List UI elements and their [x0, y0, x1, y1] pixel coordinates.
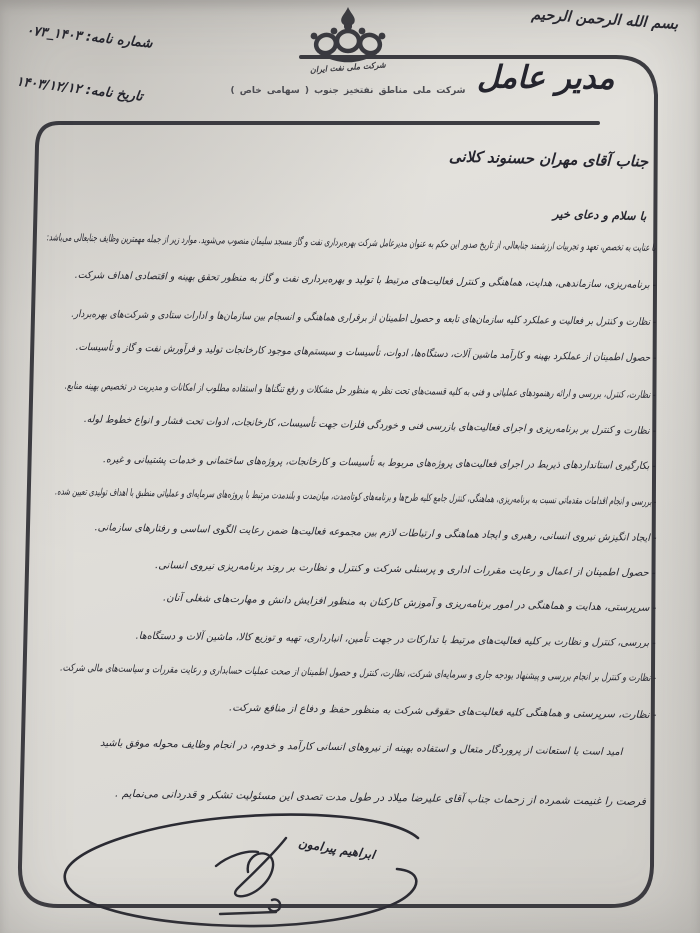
- intro-line: با عنایت به تخصص، تعهد و تجربیات ارزشمند جنابعالی، از تاریخ صدور این حکم به عنوان مدیرعامل شرکت بهره‌برداری نفت و گاز مسجد سلیمان منصوب می‌شوید. موارد زیر از جمله مهمترین وظایف جنابعالی می‌باشد:: [47, 232, 657, 254]
- letter-date-value: ۱۴۰۳/۱۲/۱۲: [15, 74, 83, 98]
- nioc-logo: [302, 6, 394, 78]
- duty-line: - حصول اطمینان از عملکرد بهینه و کارآمد ماشین آلات، دستگاه‌ها، ادوات، تأسیسات و سیستم‌های موجود کارخانجات تولید و فرآورش نفت و گاز و تأسیسات.: [75, 341, 657, 364]
- duty-line: - نظارت و کنترل بر فعالیت و عملکرد کلیه سازمان‌های تابعه و حصول اطمینان از برقراری هماهنگی و انسجام بین سازمان‌ها و ادارات ستادی و شرکت‌های بهره‌بردار.: [71, 308, 657, 328]
- acknowledgement-line: فرصت را غنیمت شمرده از زحمات جناب آقای علیرضا میلاد در طول مدت تصدی این مسئولیت تشکر و قدردانی می‌نمایم .: [115, 787, 647, 808]
- duty-line: - حصول اطمینان از اعمال و رعایت مقررات اداری و پرسنلی شرکت و کنترل و نظارت بر روند برنامه‌ریزی نیروی انسانی.: [155, 560, 657, 579]
- signature-ellipse: [65, 815, 418, 926]
- duty-line: - ایجاد انگیزش نیروی انسانی، رهبری و ایجاد هماهنگی و ارتباطات لازم بین مجموعه فعالیت‌ها ضمن رعایت الگوی اساسی و رفتارهای سازمانی.: [94, 522, 657, 544]
- letter-number-value: ۱۴۰۳_۰۷۳: [25, 23, 83, 45]
- duty-line: - بررسی، کنترل و نظارت بر کلیه فعالیت‌های مرتبط با تدارکات در جهت تأمین، انبارداری، تهیه و توزیع کالا، ماشین آلات و دستگاه‌ها.: [136, 630, 657, 649]
- duty-line: - نظارت و کنترل بر انجام بررسی و پیشنهاد بودجه جاری و سرمایه‌ای شرکت، نظارت، کنترل و حصول اطمینان از صحت عملیات حسابداری و رعایت مقررات و سیاست‌های مالی شرکت.: [60, 662, 657, 684]
- signature-area: [50, 808, 440, 933]
- duty-line: - سرپرستی، هدایت و هماهنگی در امور برنامه‌ریزی و آموزش کارکنان به منظور افزایش دانش و مهارت‌های شغلی آنان.: [162, 592, 657, 614]
- duty-line: - بررسی و انجام اقدامات مقدماتی نسبت به برنامه‌ریزی، هماهنگی، کنترل جامع کلیه طرح‌ها و برنامه‌های کوتاه‌مدت، میان‌مدت و بلندمدت مرتبط با پروژه‌های سرمایه‌ای و عملیاتی منطبق با اهداف تولیدی تعیین شده.: [54, 486, 657, 508]
- duty-line: - نظارت، کنترل، بررسی و ارائه رهنمودهای عملیاتی و فنی به کلیه قسمت‌های تحت نظر به منظور حل مشکلات و رفع تنگناها و استفاده مطلوب از امکانات و مدیریت در تخصیص بهینه منابع.: [65, 380, 657, 401]
- logo-crown-icon: [313, 31, 382, 60]
- closing-line: امید است با استعانت از پروردگار متعال و استفاده بهینه از نیروهای انسانی کارآمد و خدوم، در انجام وظایف محوله موفق باشید: [99, 737, 623, 758]
- duty-line: - نظارت، سرپرستی و هماهنگی کلیه فعالیت‌های حقوقی شرکت به منظور حفظ و دفاع از منافع شرکت.: [228, 702, 657, 721]
- addressee-line: جناب آقای مهران حسنوند کلانی: [448, 147, 649, 171]
- letter-number-label: شماره نامه:: [85, 29, 154, 52]
- bismillah: بسم الله الرحمن الرحیم: [530, 6, 679, 33]
- duty-line: - بکارگیری استانداردهای ذیربط در اجرای فعالیت‌های پروژه‌های مربوط به تأسیسات و کارخانجات، پروژه‌های ساختمانی و خدمات پشتیبانی و غیره.: [103, 454, 657, 472]
- logo-wordmark: شرکت ملی نفت ایران: [309, 60, 386, 75]
- salutation-line: با سلام و دعای خیر: [552, 206, 647, 224]
- position-title: مدیر عامل: [476, 59, 615, 97]
- company-name: شرکت ملی مناطق نفتخیز جنوب ( سهامی خاص ): [230, 86, 466, 96]
- signature-scribble: [216, 838, 286, 914]
- letter-date-label: تاریخ نامه:: [84, 82, 144, 105]
- duty-line: - برنامه‌ریزی، سازماندهی، هدایت، هماهنگی و کنترل فعالیت‌های مرتبط با تولید و بهره‌برداری نفت و گاز به منظور تحقق بهینه و اقتصادی اهداف شرکت.: [74, 269, 657, 291]
- signature-name: ابراهیم پیرامون: [297, 836, 376, 862]
- duty-line: - نظارت و کنترل بر برنامه‌ریزی و اجرای فعالیت‌های بازرسی فنی و خوردگی فلزات جهت تأسیسات، کارخانجات، ادوات تحت فشار و انواع خطوط لوله.: [83, 414, 657, 437]
